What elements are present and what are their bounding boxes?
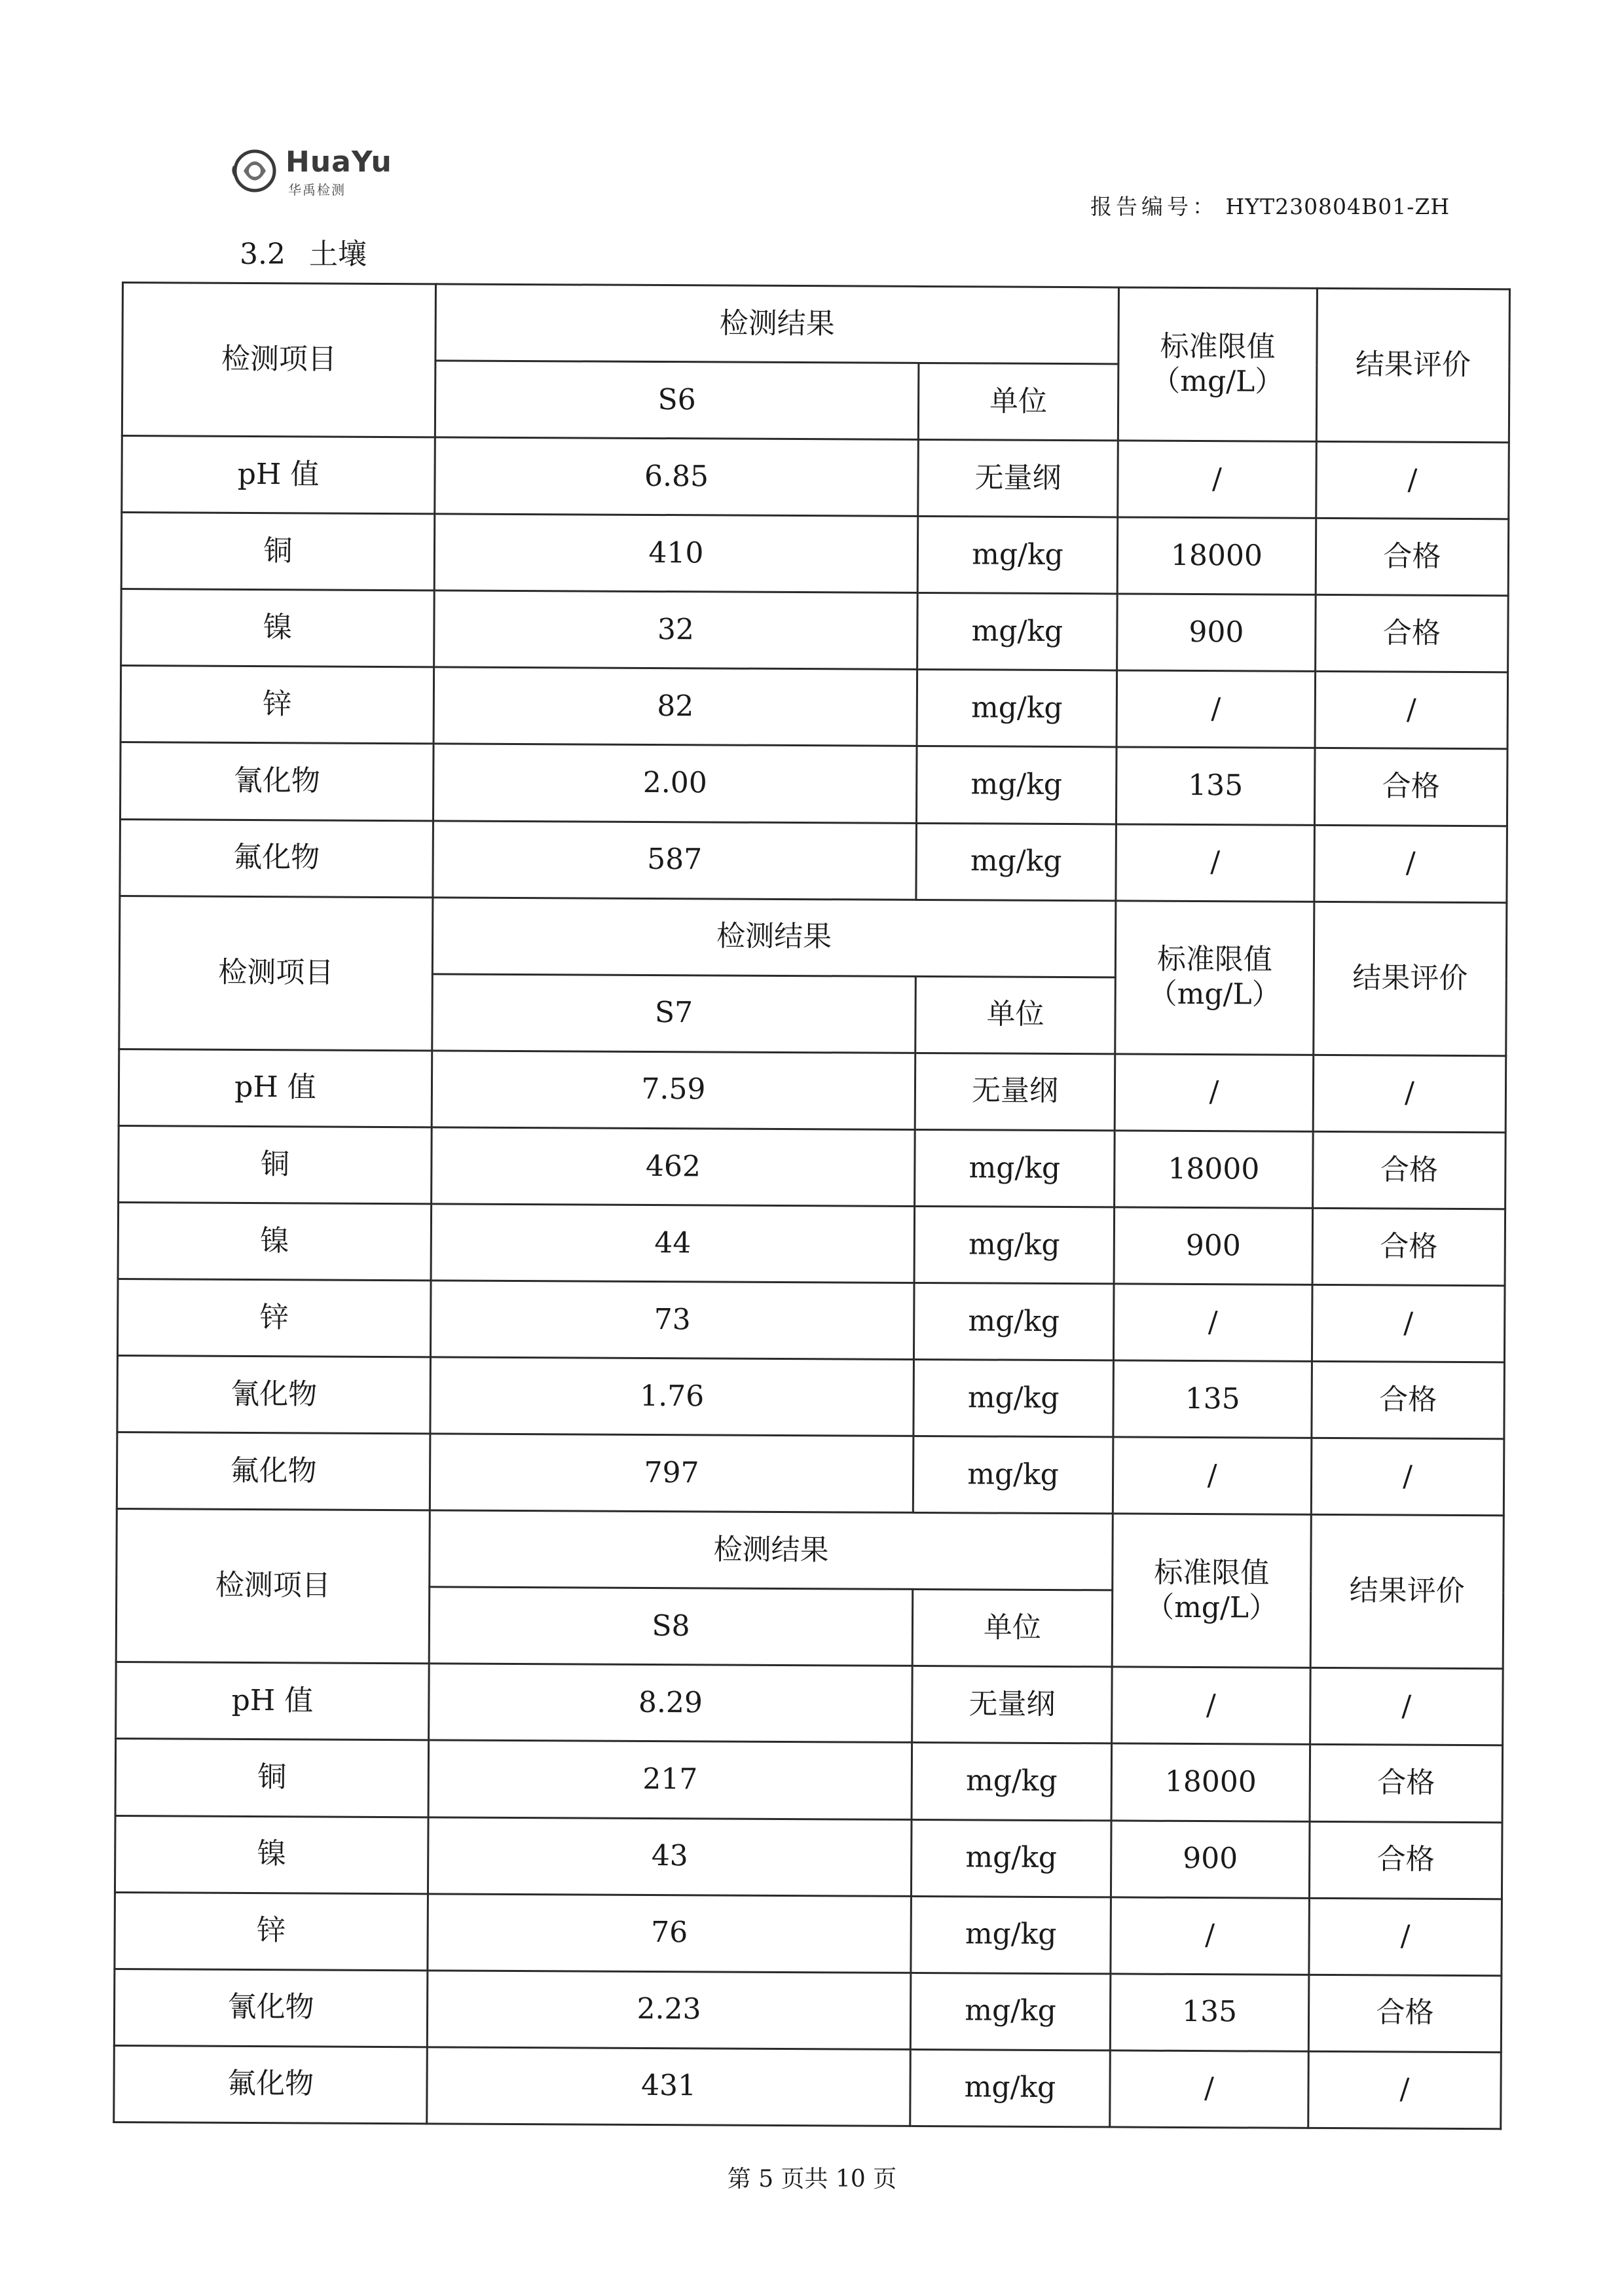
cell-limit: 135 [1116,747,1315,825]
report-number [1090,190,1450,221]
cell-limit: / [1110,2050,1309,2128]
cell-value: 7.59 [432,1051,915,1130]
header-evaluation: 结果评价 [1310,1515,1504,1669]
table-row [115,1815,1502,1899]
cell-item: 镍 [115,1815,428,1893]
cell-evaluation: / [1315,672,1508,750]
cell-unit: mg/kg [917,517,1118,594]
cell-evaluation: / [1309,1898,1502,1976]
cell-item: 氟化物 [120,819,434,897]
cell-unit: mg/kg [910,1973,1111,2050]
header-result: 检测结果 [430,1510,1113,1590]
cell-limit: 18000 [1117,517,1316,595]
logo-subtitle: 华禹检测 [288,182,346,198]
cell-unit: mg/kg [913,1283,1114,1360]
cell-item: 铜 [115,1739,429,1817]
cell-item: 镍 [118,1202,432,1280]
cell-evaluation: 合格 [1310,1745,1503,1823]
header-limit-line1: 标准限值 [1160,329,1276,364]
table-row [118,1202,1505,1285]
header-sample-id: S6 [435,361,919,440]
cell-item: 氰化物 [120,742,434,820]
cell-evaluation: 合格 [1313,1131,1506,1209]
header-sample-id: S7 [432,974,916,1053]
section-number: 3.2 [240,238,286,271]
cell-unit: 无量纲 [915,1053,1115,1131]
header-result: 检测结果 [435,284,1119,364]
header-result: 检测结果 [432,897,1116,977]
cell-limit: 18000 [1115,1131,1314,1209]
cell-limit: / [1115,1054,1314,1132]
cell-value: 82 [434,667,917,746]
cell-value: 587 [433,820,917,900]
cell-value: 2.00 [433,744,917,823]
cell-evaluation: / [1308,2051,1502,2129]
report-number-label: 报告编号： [1090,194,1218,219]
cell-evaluation: 合格 [1308,1975,1502,2052]
header-limit-line1: 标准限值 [1156,943,1273,977]
header-limit-line2: （mg/L） [1145,1590,1278,1625]
cell-limit: / [1112,1667,1311,1745]
cell-value: 73 [430,1281,914,1360]
cell-limit: 135 [1113,1360,1312,1438]
cell-limit: / [1116,670,1316,748]
cell-limit: / [1118,441,1317,519]
cell-evaluation: / [1312,1285,1505,1362]
cell-evaluation: 合格 [1312,1208,1505,1286]
header-limit-line1: 标准限值 [1154,1556,1270,1590]
table-row [117,1432,1504,1516]
cell-limit: 900 [1111,1820,1310,1898]
cell-unit: mg/kg [916,746,1116,824]
table-row [122,436,1509,519]
cell-item: 镍 [121,589,435,667]
logo-brand-text: HuaYu [286,145,392,179]
cell-limit: 900 [1117,594,1316,672]
section-heading [240,230,367,272]
table-row [119,1125,1506,1209]
cell-value: 1.76 [430,1357,914,1436]
cell-evaluation: / [1310,1668,1504,1746]
cell-unit: mg/kg [913,1360,1114,1438]
header-limit [1112,1514,1311,1668]
header-limit [1115,901,1314,1055]
cell-evaluation: / [1316,442,1509,520]
cell-item: 氟化物 [117,1432,430,1510]
table-row [121,589,1509,672]
cell-value: 43 [428,1817,912,1896]
cell-evaluation: 合格 [1314,748,1507,826]
header-limit [1118,287,1317,442]
header-limit-line2: （mg/L） [1148,977,1281,1011]
cell-value: 410 [434,514,918,593]
section-title: 土壤 [308,238,367,271]
table-row [114,2045,1502,2128]
header-row [119,896,1507,979]
header-evaluation: 结果评价 [1314,902,1507,1056]
table-row [121,513,1509,596]
header-unit: 单位 [915,976,1116,1054]
cell-unit: mg/kg [915,1129,1115,1207]
cell-unit: mg/kg [913,1436,1113,1514]
cell-evaluation: 合格 [1312,1361,1505,1439]
header-row [122,283,1510,366]
table-row [119,1049,1506,1132]
cell-item: 铜 [121,513,435,591]
cell-item: pH 值 [122,436,435,514]
cell-evaluation: 合格 [1309,1821,1502,1899]
header-item: 检测项目 [116,1509,430,1664]
cell-limit: / [1116,824,1315,902]
header-item: 检测项目 [122,283,435,437]
cell-limit: / [1113,1437,1312,1515]
report-number-value: HYT230804B01-ZH [1225,194,1450,219]
table-row [114,1969,1502,2052]
cell-evaluation: 合格 [1316,595,1509,673]
cell-value: 8.29 [429,1664,913,1743]
cell-unit: 无量纲 [912,1666,1113,1744]
header-unit: 单位 [912,1590,1113,1667]
header-limit-line2: （mg/L） [1151,364,1284,399]
cell-unit: mg/kg [911,1819,1111,1897]
cell-unit: mg/kg [916,823,1116,901]
cell-evaluation: 合格 [1316,519,1509,596]
results-table [113,282,1511,2130]
cell-value: 797 [430,1434,913,1513]
cell-item: 氰化物 [117,1356,431,1434]
cell-limit: 900 [1114,1207,1313,1285]
cell-item: 锌 [120,666,434,744]
cell-unit: mg/kg [912,1743,1112,1821]
cell-item: 氟化物 [114,2045,428,2123]
header-unit: 单位 [918,363,1118,441]
table-row [120,819,1507,902]
cell-value: 6.85 [435,437,919,517]
cell-unit: mg/kg [914,1206,1115,1284]
cell-value: 44 [431,1204,915,1283]
table-row [115,1892,1502,1975]
cell-unit: mg/kg [917,670,1117,748]
cell-limit: 135 [1110,1974,1309,2052]
cell-value: 76 [428,1893,912,1973]
table-row [116,1662,1504,1745]
huayu-logo-icon [231,147,279,195]
header-row [117,1509,1504,1592]
cell-limit: 18000 [1111,1743,1310,1821]
header-sample-id: S8 [429,1587,913,1666]
cell-value: 32 [434,591,918,670]
cell-unit: mg/kg [911,1896,1111,1974]
cell-evaluation: / [1314,825,1507,903]
cell-unit: mg/kg [917,593,1118,671]
table-row [115,1739,1503,1822]
cell-item: 铜 [119,1125,432,1203]
cell-limit: / [1113,1284,1312,1362]
cell-value: 431 [427,2047,911,2126]
cell-value: 462 [432,1127,915,1207]
table-row [120,742,1507,826]
cell-evaluation: / [1313,1055,1506,1133]
cell-limit: / [1111,1897,1310,1975]
header-evaluation: 结果评价 [1316,288,1509,443]
cell-unit: 无量纲 [918,440,1118,518]
cell-unit: mg/kg [910,2049,1111,2127]
cell-item: pH 值 [119,1049,432,1127]
header-item: 检测项目 [119,896,433,1050]
results-table-body [114,283,1510,2129]
table-row [117,1356,1505,1439]
cell-item: 锌 [115,1892,428,1970]
table-row [117,1279,1505,1362]
cell-value: 217 [428,1740,912,1819]
cell-item: 氰化物 [114,1969,428,2047]
company-logo [231,143,401,202]
table-row [120,666,1508,749]
cell-item: 锌 [117,1279,431,1357]
cell-evaluation: / [1311,1438,1504,1516]
page-footer: 第 5 页共 10 页 [727,2166,897,2193]
cell-item: pH 值 [116,1662,430,1740]
cell-value: 2.23 [427,1971,911,2050]
